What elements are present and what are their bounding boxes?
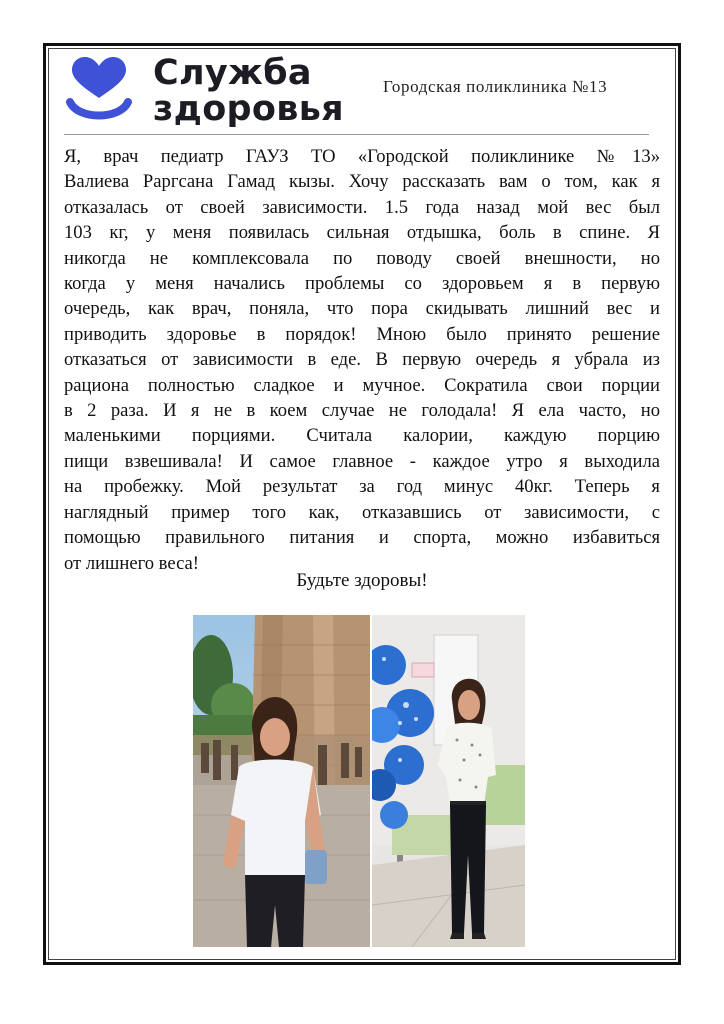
article-line: помощью правильного питания и спорта, можно избавиться [64,527,660,549]
brand-line-2: здоровья [153,89,344,129]
article-line: маленькими порциями. Считала калории, каждую порцию [64,425,660,447]
article-line: никогда не комплексовала по поводу своей внешности, но [64,247,660,269]
brand-line-1: Служба [153,53,312,93]
article-line: когда у меня начались проблемы со здоровьем я в первую [64,273,660,295]
article-line: рациона полностью сладкое и мучное. Сократила свои порции [64,374,660,396]
article-line: наглядный пример того как, отказавшись от зависимости, с [64,501,660,523]
article-line: 103 кг, у меня появилась сильная отдышка, боль в спине. Я [64,222,660,244]
article-line: отказалась от своей зависимости. 1.5 года назад мой вес был [64,196,660,218]
article-line: от лишнего веса! [64,552,199,574]
article-line: на пробежку. Мой результат за год минус 40кг. Теперь я [64,476,660,498]
article-line: пищи взвешивала! И самое главное - каждое утро я выходила [64,450,660,472]
header-divider [64,134,649,135]
article-text [64,144,660,576]
article-line: приводить здоровье в порядок! Мною было принято решение [64,323,660,345]
brand-name [153,55,344,127]
clinic-name: Городская поликлиника №13 [383,77,608,96]
article-line: Я, врач педиатр ГАУЗ ТО «Городской поликлинике №13» [64,146,660,167]
article-line: в 2 раза. И я не в коем случае не голодала! Я ела часто, но [64,400,660,422]
after-photo [372,615,525,947]
article-line: Валиева Раргсана Гамад кызы. Хочу рассказать вам о том, как я [64,171,660,193]
closing-wish: Будьте здоровы! [296,570,428,591]
article-line: отказаться от зависимости в еде. В первую очередь я убрала из [64,349,660,371]
heart-smile-logo-icon [64,56,134,126]
before-photo [193,615,370,947]
article-line: очередь, как врач, поняла, что пора скидывать лишний вес и [64,298,660,320]
